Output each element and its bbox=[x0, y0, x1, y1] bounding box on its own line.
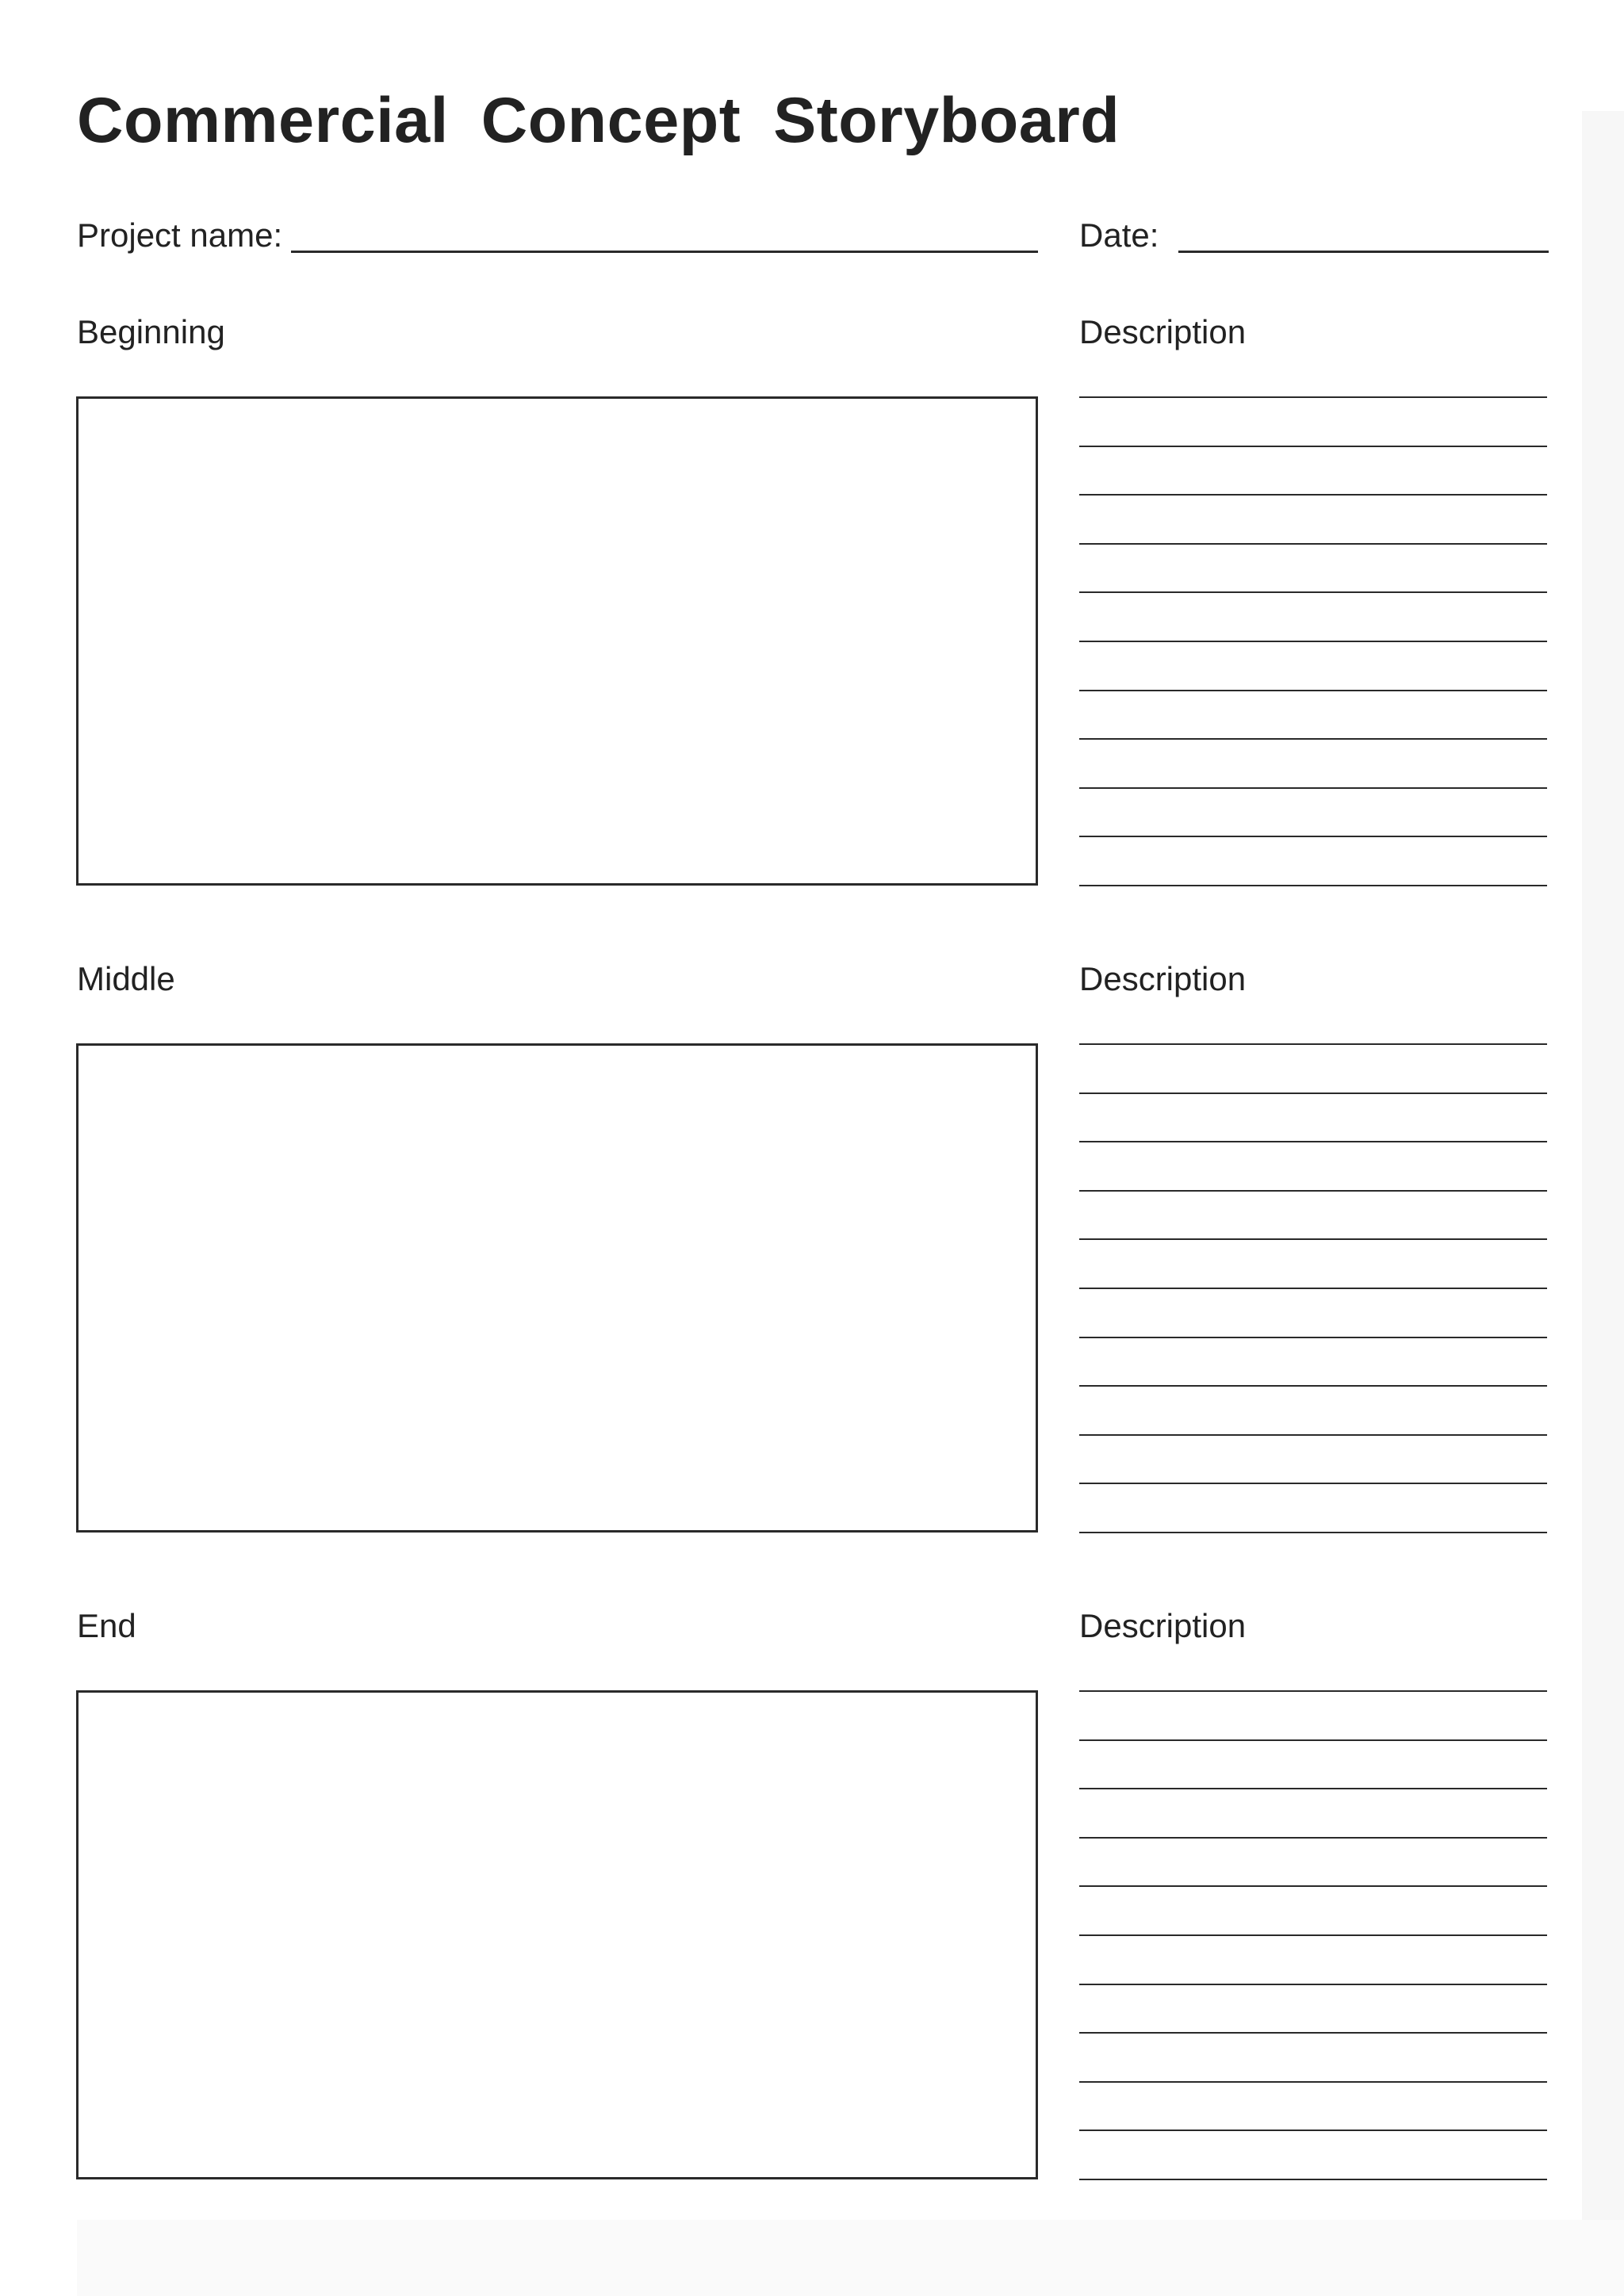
description-line[interactable] bbox=[1079, 1434, 1547, 1436]
description-line[interactable] bbox=[1079, 2179, 1547, 2180]
section-label-end: End bbox=[77, 1607, 136, 1644]
description-line[interactable] bbox=[1079, 1739, 1547, 1741]
project-name-label: Project name: bbox=[77, 216, 283, 254]
description-line[interactable] bbox=[1079, 543, 1547, 545]
description-line[interactable] bbox=[1079, 494, 1547, 496]
description-line[interactable] bbox=[1079, 1984, 1547, 1985]
description-line[interactable] bbox=[1079, 2130, 1547, 2131]
description-line[interactable] bbox=[1079, 1934, 1547, 1936]
description-line[interactable] bbox=[1079, 1532, 1547, 1533]
date-label: Date: bbox=[1079, 216, 1159, 254]
description-line[interactable] bbox=[1079, 446, 1547, 447]
description-line[interactable] bbox=[1079, 2032, 1547, 2034]
description-label-end: Description bbox=[1079, 1607, 1247, 1644]
section-label-beginning: Beginning bbox=[77, 313, 225, 350]
description-line[interactable] bbox=[1079, 1288, 1547, 1289]
description-line[interactable] bbox=[1079, 396, 1547, 398]
project-name-field[interactable] bbox=[291, 251, 1038, 253]
description-line[interactable] bbox=[1079, 885, 1547, 886]
page-title: Commercial Concept Storyboard bbox=[77, 85, 1120, 156]
description-line[interactable] bbox=[1079, 1483, 1547, 1484]
description-line[interactable] bbox=[1079, 1337, 1547, 1338]
description-line[interactable] bbox=[1079, 787, 1547, 789]
description-line[interactable] bbox=[1079, 1885, 1547, 1887]
description-line[interactable] bbox=[1079, 1093, 1547, 1094]
description-line[interactable] bbox=[1079, 591, 1547, 593]
frame-beginning[interactable] bbox=[76, 396, 1038, 886]
page-edge-shade bbox=[1582, 111, 1624, 2296]
description-line[interactable] bbox=[1079, 1238, 1547, 1240]
description-line[interactable] bbox=[1079, 1837, 1547, 1839]
page-bottom-shade bbox=[77, 2220, 1624, 2296]
description-line[interactable] bbox=[1079, 1788, 1547, 1789]
description-label-beginning: Description bbox=[1079, 313, 1247, 350]
frame-middle[interactable] bbox=[76, 1043, 1038, 1533]
section-label-middle: Middle bbox=[77, 960, 175, 997]
description-line[interactable] bbox=[1079, 1141, 1547, 1142]
description-line[interactable] bbox=[1079, 1690, 1547, 1692]
date-field[interactable] bbox=[1178, 251, 1549, 253]
description-line[interactable] bbox=[1079, 1385, 1547, 1387]
description-line[interactable] bbox=[1079, 2081, 1547, 2083]
frame-end[interactable] bbox=[76, 1690, 1038, 2179]
description-line[interactable] bbox=[1079, 836, 1547, 837]
description-line[interactable] bbox=[1079, 1190, 1547, 1192]
description-line[interactable] bbox=[1079, 641, 1547, 642]
description-line[interactable] bbox=[1079, 690, 1547, 691]
description-line[interactable] bbox=[1079, 738, 1547, 740]
description-line[interactable] bbox=[1079, 1043, 1547, 1045]
description-label-middle: Description bbox=[1079, 960, 1247, 997]
